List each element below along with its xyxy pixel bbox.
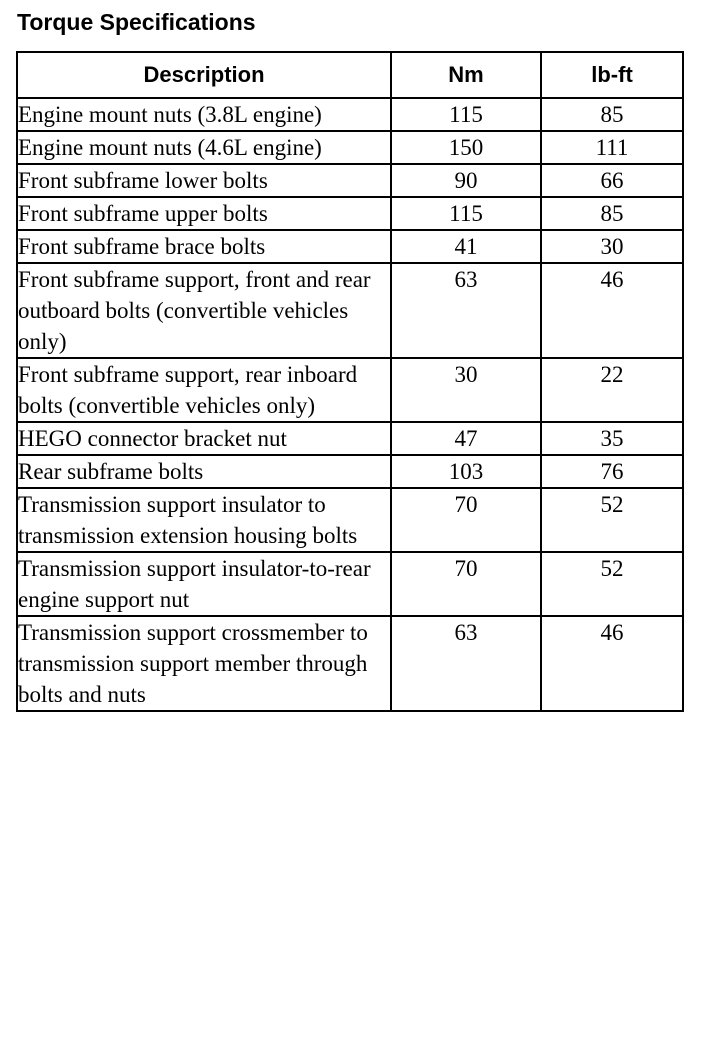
cell-nm: 115 bbox=[391, 98, 541, 131]
table-row bbox=[17, 197, 683, 230]
torque-specifications-table bbox=[16, 51, 684, 712]
cell-lbft: 85 bbox=[541, 98, 683, 131]
column-header-lbft: lb-ft bbox=[541, 52, 683, 98]
table-row bbox=[17, 616, 683, 711]
table-row bbox=[17, 263, 683, 358]
cell-lbft: 66 bbox=[541, 164, 683, 197]
table-row bbox=[17, 552, 683, 616]
cell-nm: 47 bbox=[391, 422, 541, 455]
cell-description: Engine mount nuts (3.8L engine) bbox=[17, 98, 391, 131]
table-row bbox=[17, 131, 683, 164]
cell-lbft: 52 bbox=[541, 488, 683, 552]
table-row bbox=[17, 230, 683, 263]
cell-description: Front subframe support, rear inboard bolts (convertible vehicles only) bbox=[17, 358, 391, 422]
cell-description: HEGO connector bracket nut bbox=[17, 422, 391, 455]
cell-lbft: 46 bbox=[541, 263, 683, 358]
cell-description: Transmission support crossmember to transmission support member through bolts and nuts bbox=[17, 616, 391, 711]
cell-nm: 41 bbox=[391, 230, 541, 263]
cell-lbft: 52 bbox=[541, 552, 683, 616]
cell-nm: 30 bbox=[391, 358, 541, 422]
cell-nm: 90 bbox=[391, 164, 541, 197]
cell-lbft: 85 bbox=[541, 197, 683, 230]
cell-lbft: 22 bbox=[541, 358, 683, 422]
cell-description: Front subframe upper bolts bbox=[17, 197, 391, 230]
column-header-description: Description bbox=[17, 52, 391, 98]
cell-nm: 115 bbox=[391, 197, 541, 230]
table-row bbox=[17, 422, 683, 455]
cell-lbft: 35 bbox=[541, 422, 683, 455]
table-row bbox=[17, 164, 683, 197]
cell-lbft: 111 bbox=[541, 131, 683, 164]
cell-lbft: 46 bbox=[541, 616, 683, 711]
cell-lbft: 76 bbox=[541, 455, 683, 488]
cell-nm: 70 bbox=[391, 552, 541, 616]
cell-nm: 63 bbox=[391, 263, 541, 358]
cell-description: Front subframe lower bolts bbox=[17, 164, 391, 197]
table-row bbox=[17, 488, 683, 552]
table-row bbox=[17, 358, 683, 422]
cell-description: Rear subframe bolts bbox=[17, 455, 391, 488]
column-header-nm: Nm bbox=[391, 52, 541, 98]
cell-description: Engine mount nuts (4.6L engine) bbox=[17, 131, 391, 164]
cell-description: Transmission support insulator-to-rear engine support nut bbox=[17, 552, 391, 616]
table-row bbox=[17, 455, 683, 488]
cell-nm: 150 bbox=[391, 131, 541, 164]
cell-nm: 70 bbox=[391, 488, 541, 552]
cell-nm: 63 bbox=[391, 616, 541, 711]
cell-nm: 103 bbox=[391, 455, 541, 488]
cell-description: Front subframe support, front and rear outboard bolts (convertible vehicles only) bbox=[17, 263, 391, 358]
cell-description: Front subframe brace bolts bbox=[17, 230, 391, 263]
table-row bbox=[17, 98, 683, 131]
page-title: Torque Specifications bbox=[17, 9, 256, 35]
cell-description: Transmission support insulator to transmission extension housing bolts bbox=[17, 488, 391, 552]
table-header-row bbox=[17, 52, 683, 98]
cell-lbft: 30 bbox=[541, 230, 683, 263]
